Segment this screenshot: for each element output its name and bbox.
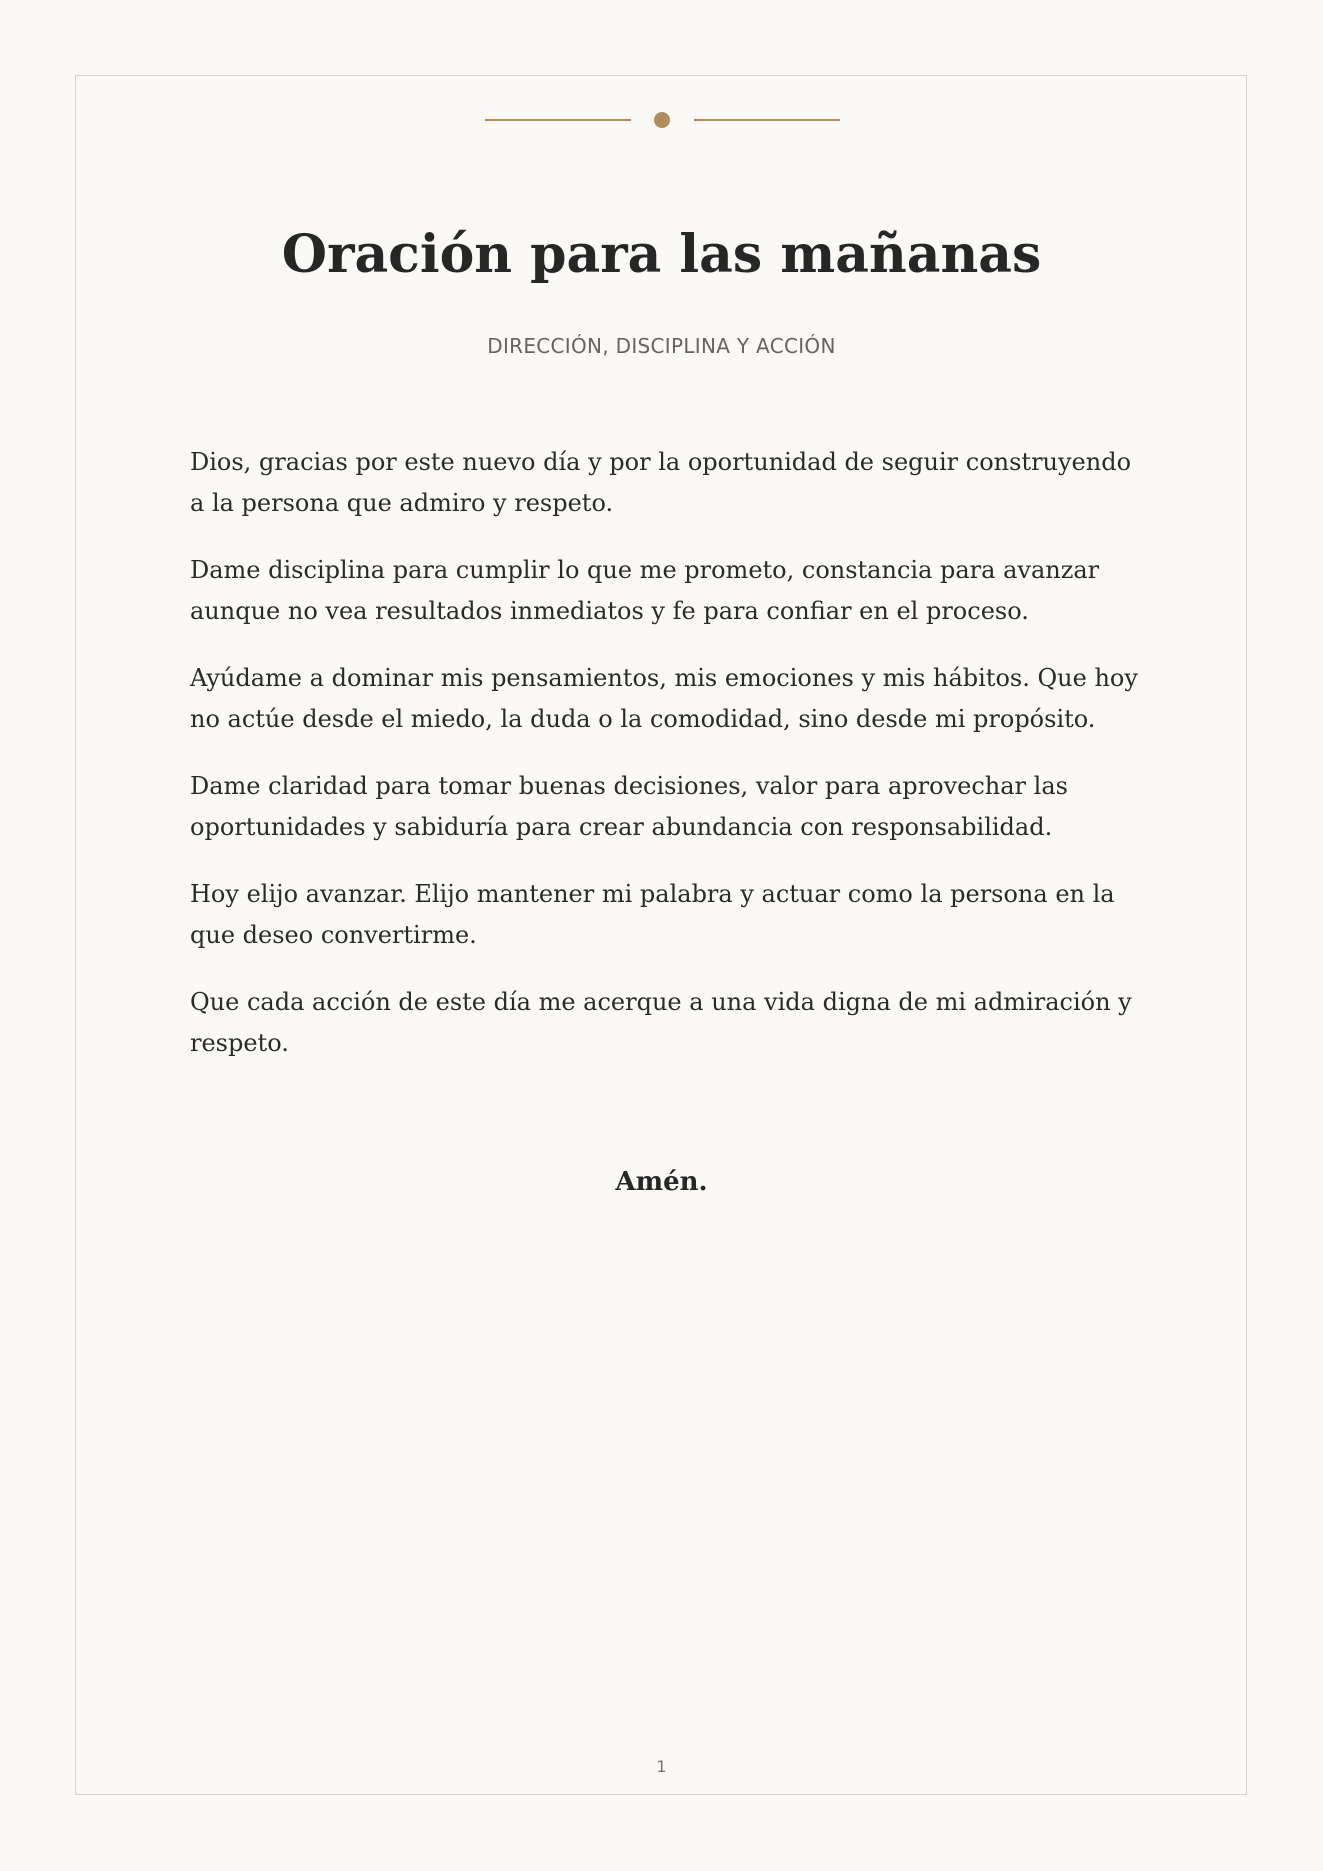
prayer-paragraph: Dame disciplina para cumplir lo que me prometo, constancia para avanzar aunque no vea resultados inmediatos y fe para confiar en el proceso. xyxy=(190,556,1100,625)
document-title: Oración para las mañanas xyxy=(281,224,1042,285)
header-ornament xyxy=(0,110,1323,130)
prayer-paragraph: Dame claridad para tomar buenas decisiones, valor para aprovechar las oportunidades y sabiduría para crear abundancia con responsabilidad. xyxy=(190,772,1068,841)
ornament-dot xyxy=(654,112,670,128)
document-subtitle: DIRECCIÓN, DISCIPLINA Y ACCIÓN xyxy=(487,334,836,358)
ornament-line-left xyxy=(485,119,631,121)
prayer-paragraph: Hoy elijo avanzar. Elijo mantener mi palabra y actuar como la persona en la que deseo convertirme. xyxy=(190,880,1115,949)
ornament-line-right xyxy=(694,119,840,121)
prayer-closing: Amén. xyxy=(615,1167,708,1197)
page-number: 1 xyxy=(656,1757,667,1776)
prayer-paragraph: Dios, gracias por este nuevo día y por la oportunidad de seguir construyendo a la persona que admiro y respeto. xyxy=(190,448,1132,517)
prayer-paragraph: Que cada acción de este día me acerque a una vida digna de mi admiración y respeto. xyxy=(190,988,1132,1057)
prayer-paragraph: Ayúdame a dominar mis pensamientos, mis emociones y mis hábitos. Que hoy no actúe desde el miedo, la duda o la comodidad, sino desde mi propósito. xyxy=(190,664,1138,733)
prayer-body xyxy=(190,442,1150,1090)
